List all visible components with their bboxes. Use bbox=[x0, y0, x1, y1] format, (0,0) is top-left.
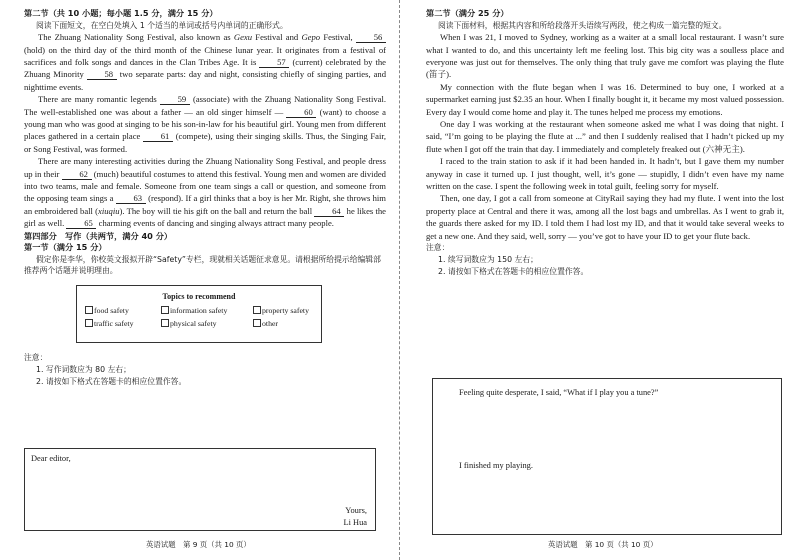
note-item: 1. 续写词数应为 150 左右； bbox=[438, 255, 538, 265]
writing-section1-heading: 第一节（满分 15 分） bbox=[24, 242, 107, 253]
note-item: 1. 写作词数应为 80 左右； bbox=[36, 365, 131, 375]
topic-option[interactable]: food safety bbox=[85, 305, 161, 316]
topic-option[interactable]: other bbox=[253, 318, 323, 329]
topic-option[interactable]: information safety bbox=[161, 305, 253, 316]
topics-box bbox=[76, 285, 322, 343]
continuation-answer-box[interactable] bbox=[432, 378, 782, 535]
left-page-footer: 英语试题 第 9 页（共 10 页） bbox=[146, 540, 251, 549]
topics-title: Topics to recommend bbox=[162, 292, 236, 302]
continuation-section-instruction: 阅读下面材料，根据其内容和所给段落开头语续写两段，使之构成一篇完整的短文。 bbox=[438, 20, 727, 30]
blank-62[interactable]: 62 bbox=[62, 169, 92, 180]
blank-59[interactable]: 59 bbox=[160, 94, 190, 105]
blank-57[interactable]: 57 bbox=[259, 57, 289, 68]
writing-section1-instruction: 假定你是李华，你校英文报拟开辟“Safety”专栏，现就相关话题征求意见。请根据所给提示给编辑部推荐两个话题并说明理由。 bbox=[24, 254, 381, 276]
writing-part-heading: 第四部分 写作（共两节，满分 40 分） bbox=[24, 230, 173, 241]
story-paragraph: When I was 21, I moved to Sydney, working as a waiter at a small local restaurant. I wasn’t sure what I wanted to do, and this uncertainty left me feeling lost. This big city was a soulless place and everyone was just out for themselves. The only thing that truly gave me comfort was playing the flute (笛子). bbox=[426, 32, 784, 80]
grammar-section-instruction: 阅读下面短文，在空白处填入 1 个适当的单词或括号内单词的正确形式。 bbox=[36, 20, 288, 30]
topic-option[interactable]: physical safety bbox=[161, 318, 253, 329]
story-paragraph: Then, one day, I got a call from someone at CityRail saying they had my flute. I went into the lost property place at Central and there it was, among all the lost bags and umbrellas. As I went to grab it, the guards there asked for my ID. I told them I had lost my ID, and that it would take several weeks to get a new one. And they said, well, sorry — you’ve got to have your ID to get your flute back. bbox=[426, 193, 784, 241]
checkbox-icon[interactable] bbox=[253, 319, 261, 327]
note-label: 注意： bbox=[426, 243, 450, 253]
grammar-section-heading: 第二节（共 10 小题；每小题 1.5 分，满分 15 分） bbox=[24, 8, 218, 18]
grammar-paragraph-3: There are many interesting activities during the Zhuang Nationality Song Festival, and people dress up in their 62 (much) beautiful costumes to attend this festival. Young men and women are divided into two teams, male and female. Someone from one team sings a call or question, and someone from the opposing team sings a 63 (respond). If a girl thinks that a boy is her Mr. Right, she throws him an embroidered ball (xiuqiu). The boy will tie his gift on the ball and return the ball 64 he likes the girl as well. 65 charming events of dancing and singing always attract many people. bbox=[24, 156, 386, 229]
checkbox-icon[interactable] bbox=[85, 319, 93, 327]
note-item: 2. 请按如下格式在答题卡的相应位置作答。 bbox=[438, 267, 589, 277]
checkbox-icon[interactable] bbox=[253, 306, 261, 314]
continuation-section-heading: 第二节（满分 25 分） bbox=[426, 8, 509, 18]
topic-option[interactable]: property safety bbox=[253, 305, 323, 316]
topic-option[interactable]: traffic safety bbox=[85, 318, 161, 329]
blank-58[interactable]: 58 bbox=[87, 69, 117, 80]
story-paragraph: I raced to the train station to ask if it had been handed in. It hadn’t, but I gave them my number anyway in case it turned up. I just thought, well, it’s gone — stupidly, I didn’t even have my name written on the case. I spent the following week in total guilt, feeling sorry for myself. bbox=[426, 156, 784, 192]
blank-56[interactable]: 56 bbox=[356, 32, 386, 43]
blank-60[interactable]: 60 bbox=[286, 107, 316, 118]
letter-closing: Yours, bbox=[345, 506, 367, 515]
checkbox-icon[interactable] bbox=[161, 319, 169, 327]
checkbox-icon[interactable] bbox=[161, 306, 169, 314]
grammar-paragraph-1: The Zhuang Nationality Song Festival, also known as Gexu Festival and Gepo Festival, 56 (hold) on the third day of the third month of the Chinese lunar year. It originates from a festival of sacrifices and folk songs and dances in the Clan Tribes Age. It is 57 (current) celebrated by the Zhuang Minority 58 two separate parts: day and night, consisting chiefly of singing parties, and nighttime events. bbox=[24, 32, 386, 92]
blank-64[interactable]: 64 bbox=[314, 206, 344, 217]
blank-65[interactable]: 65 bbox=[66, 218, 96, 229]
blank-63[interactable]: 63 bbox=[116, 193, 146, 204]
letter-greeting: Dear editor, bbox=[31, 454, 71, 463]
opening-line-1: Feeling quite desperate, I said, “What if I play you a tune?” bbox=[459, 388, 659, 397]
story-paragraph: One day I was working at the restaurant when someone asked me what I was doing that night. I said, “I’m going to be playing the flute at ...” and then I suddenly realised that I hadn’t picked up my flute when I got off the train that day. I immediately and completely freaked out (六神无主). bbox=[426, 119, 784, 154]
note-label: 注意： bbox=[24, 353, 48, 363]
opening-line-2: I finished my playing. bbox=[459, 461, 533, 470]
checkbox-icon[interactable] bbox=[85, 306, 93, 314]
story-paragraph: My connection with the flute began when I was 16. Determined to buy one, I worked at a supermarket earning just $2.35 an hour. When I finally bought it, it became my most valued possession. Every day I would come home and play it. The tunes helped me process my emotions. bbox=[426, 81, 784, 117]
letter-answer-box[interactable] bbox=[24, 448, 376, 531]
right-page-footer: 英语试题 第 10 页（共 10 页） bbox=[548, 540, 658, 549]
letter-signature: Li Hua bbox=[343, 518, 367, 527]
note-item: 2. 请按如下格式在答题卡的相应位置作答。 bbox=[36, 377, 187, 387]
grammar-paragraph-2: There are many romantic legends 59 (associate) with the Zhuang Nationality Song Festival. The well-established one was about a father — an old singer himself — 60 (want) to choose a young man who was good at singing to be his son-in-law for his beautiful girl. Young men from different places gathered in a certain place 61 (compete), using their singing skills. Thus, the Singing Fair, or Song Festival, was formed. bbox=[24, 94, 386, 154]
blank-61[interactable]: 61 bbox=[143, 131, 173, 142]
